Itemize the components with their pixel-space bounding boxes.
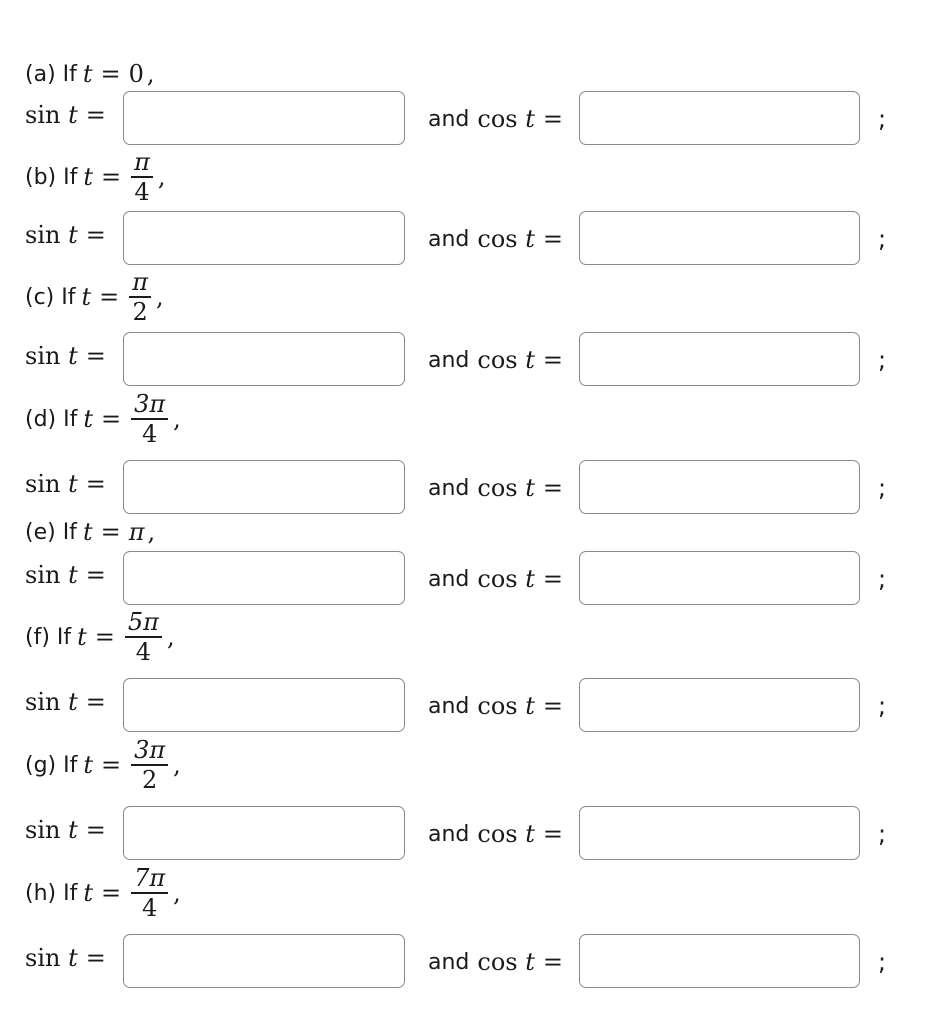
sin-answer-input-c[interactable] <box>123 332 405 386</box>
cos-answer-input-a[interactable] <box>579 91 860 145</box>
part-label: (a) If <box>25 61 77 87</box>
part-b-header: (b) If t = $\frac{\pi}{4}$ , <box>25 148 166 206</box>
part-label: (e) If <box>25 519 77 545</box>
semicolon: ; <box>878 948 887 976</box>
sin-label: sin t = <box>25 342 106 370</box>
sin-answer-input-h[interactable] <box>123 934 405 988</box>
cos-label: and cos t = <box>428 474 564 502</box>
sin-answer-input-e[interactable] <box>123 551 405 605</box>
part-c-row <box>25 332 925 388</box>
part-label: (c) If <box>25 284 76 310</box>
t-fraction: $\frac{\pi}{4}$ <box>131 150 153 204</box>
semicolon: ; <box>878 565 887 593</box>
sin-label: sin t = <box>25 688 106 716</box>
semicolon: ; <box>878 225 887 253</box>
cos-answer-input-b[interactable] <box>579 211 860 265</box>
sin-answer-input-f[interactable] <box>123 678 405 732</box>
cos-answer-input-d[interactable] <box>579 460 860 514</box>
t-fraction: $\frac{7\pi}{4}$ <box>131 866 168 920</box>
part-b-row <box>25 211 925 267</box>
sin-label: sin t = <box>25 816 106 844</box>
semicolon: ; <box>878 105 887 133</box>
cos-answer-input-h[interactable] <box>579 934 860 988</box>
sin-label: sin t = <box>25 221 106 249</box>
part-d-header: (d) If t = $\frac{3\pi}{4}$ , <box>25 390 181 448</box>
t-fraction: $\frac{5\pi}{4}$ <box>125 610 162 664</box>
t-value: 0 <box>128 60 144 88</box>
part-a-header: (a) If t = 0 , <box>25 60 155 88</box>
sin-answer-input-g[interactable] <box>123 806 405 860</box>
part-g-header: (g) If t = $\frac{3\pi}{2}$ , <box>25 736 181 794</box>
sin-label: sin t = <box>25 101 106 129</box>
sin-answer-input-d[interactable] <box>123 460 405 514</box>
t-fraction: $\frac{\pi}{2}$ <box>129 270 151 324</box>
part-label: (d) If <box>25 406 78 432</box>
part-f-header: (f) If t = $\frac{5\pi}{4}$ , <box>25 608 175 666</box>
cos-label: and cos t = <box>428 105 564 133</box>
semicolon: ; <box>878 820 887 848</box>
cos-label: and cos t = <box>428 565 564 593</box>
cos-answer-input-c[interactable] <box>579 332 860 386</box>
sin-answer-input-b[interactable] <box>123 211 405 265</box>
part-e-row <box>25 551 925 607</box>
sin-answer-input-a[interactable] <box>123 91 405 145</box>
t-value: π <box>128 518 145 546</box>
part-label: (b) If <box>25 164 78 190</box>
cos-answer-input-g[interactable] <box>579 806 860 860</box>
t-variable: t <box>82 60 93 88</box>
sin-label: sin t = <box>25 470 106 498</box>
cos-label: and cos t = <box>428 692 564 720</box>
cos-label: and cos t = <box>428 225 564 253</box>
t-fraction: $\frac{3\pi}{4}$ <box>131 392 168 446</box>
cos-label: and cos t = <box>428 948 564 976</box>
cos-answer-input-f[interactable] <box>579 678 860 732</box>
part-d-row <box>25 460 925 516</box>
cos-answer-input-e[interactable] <box>579 551 860 605</box>
part-a-row <box>25 91 925 147</box>
part-label: (h) If <box>25 880 78 906</box>
sin-label: sin t = <box>25 944 106 972</box>
semicolon: ; <box>878 346 887 374</box>
part-h-row <box>25 934 925 990</box>
semicolon: ; <box>878 692 887 720</box>
part-label: (f) If <box>25 624 72 650</box>
sin-label: sin t = <box>25 561 106 589</box>
cos-label: and cos t = <box>428 346 564 374</box>
part-e-header: (e) If t = π , <box>25 518 156 546</box>
part-c-header: (c) If t = $\frac{\pi}{2}$ , <box>25 268 164 326</box>
part-h-header: (h) If t = $\frac{7\pi}{4}$ , <box>25 864 181 922</box>
part-f-row <box>25 678 925 734</box>
cos-label: and cos t = <box>428 820 564 848</box>
t-fraction: $\frac{3\pi}{2}$ <box>131 738 168 792</box>
part-label: (g) If <box>25 752 78 778</box>
semicolon: ; <box>878 474 887 502</box>
part-g-row <box>25 806 925 862</box>
